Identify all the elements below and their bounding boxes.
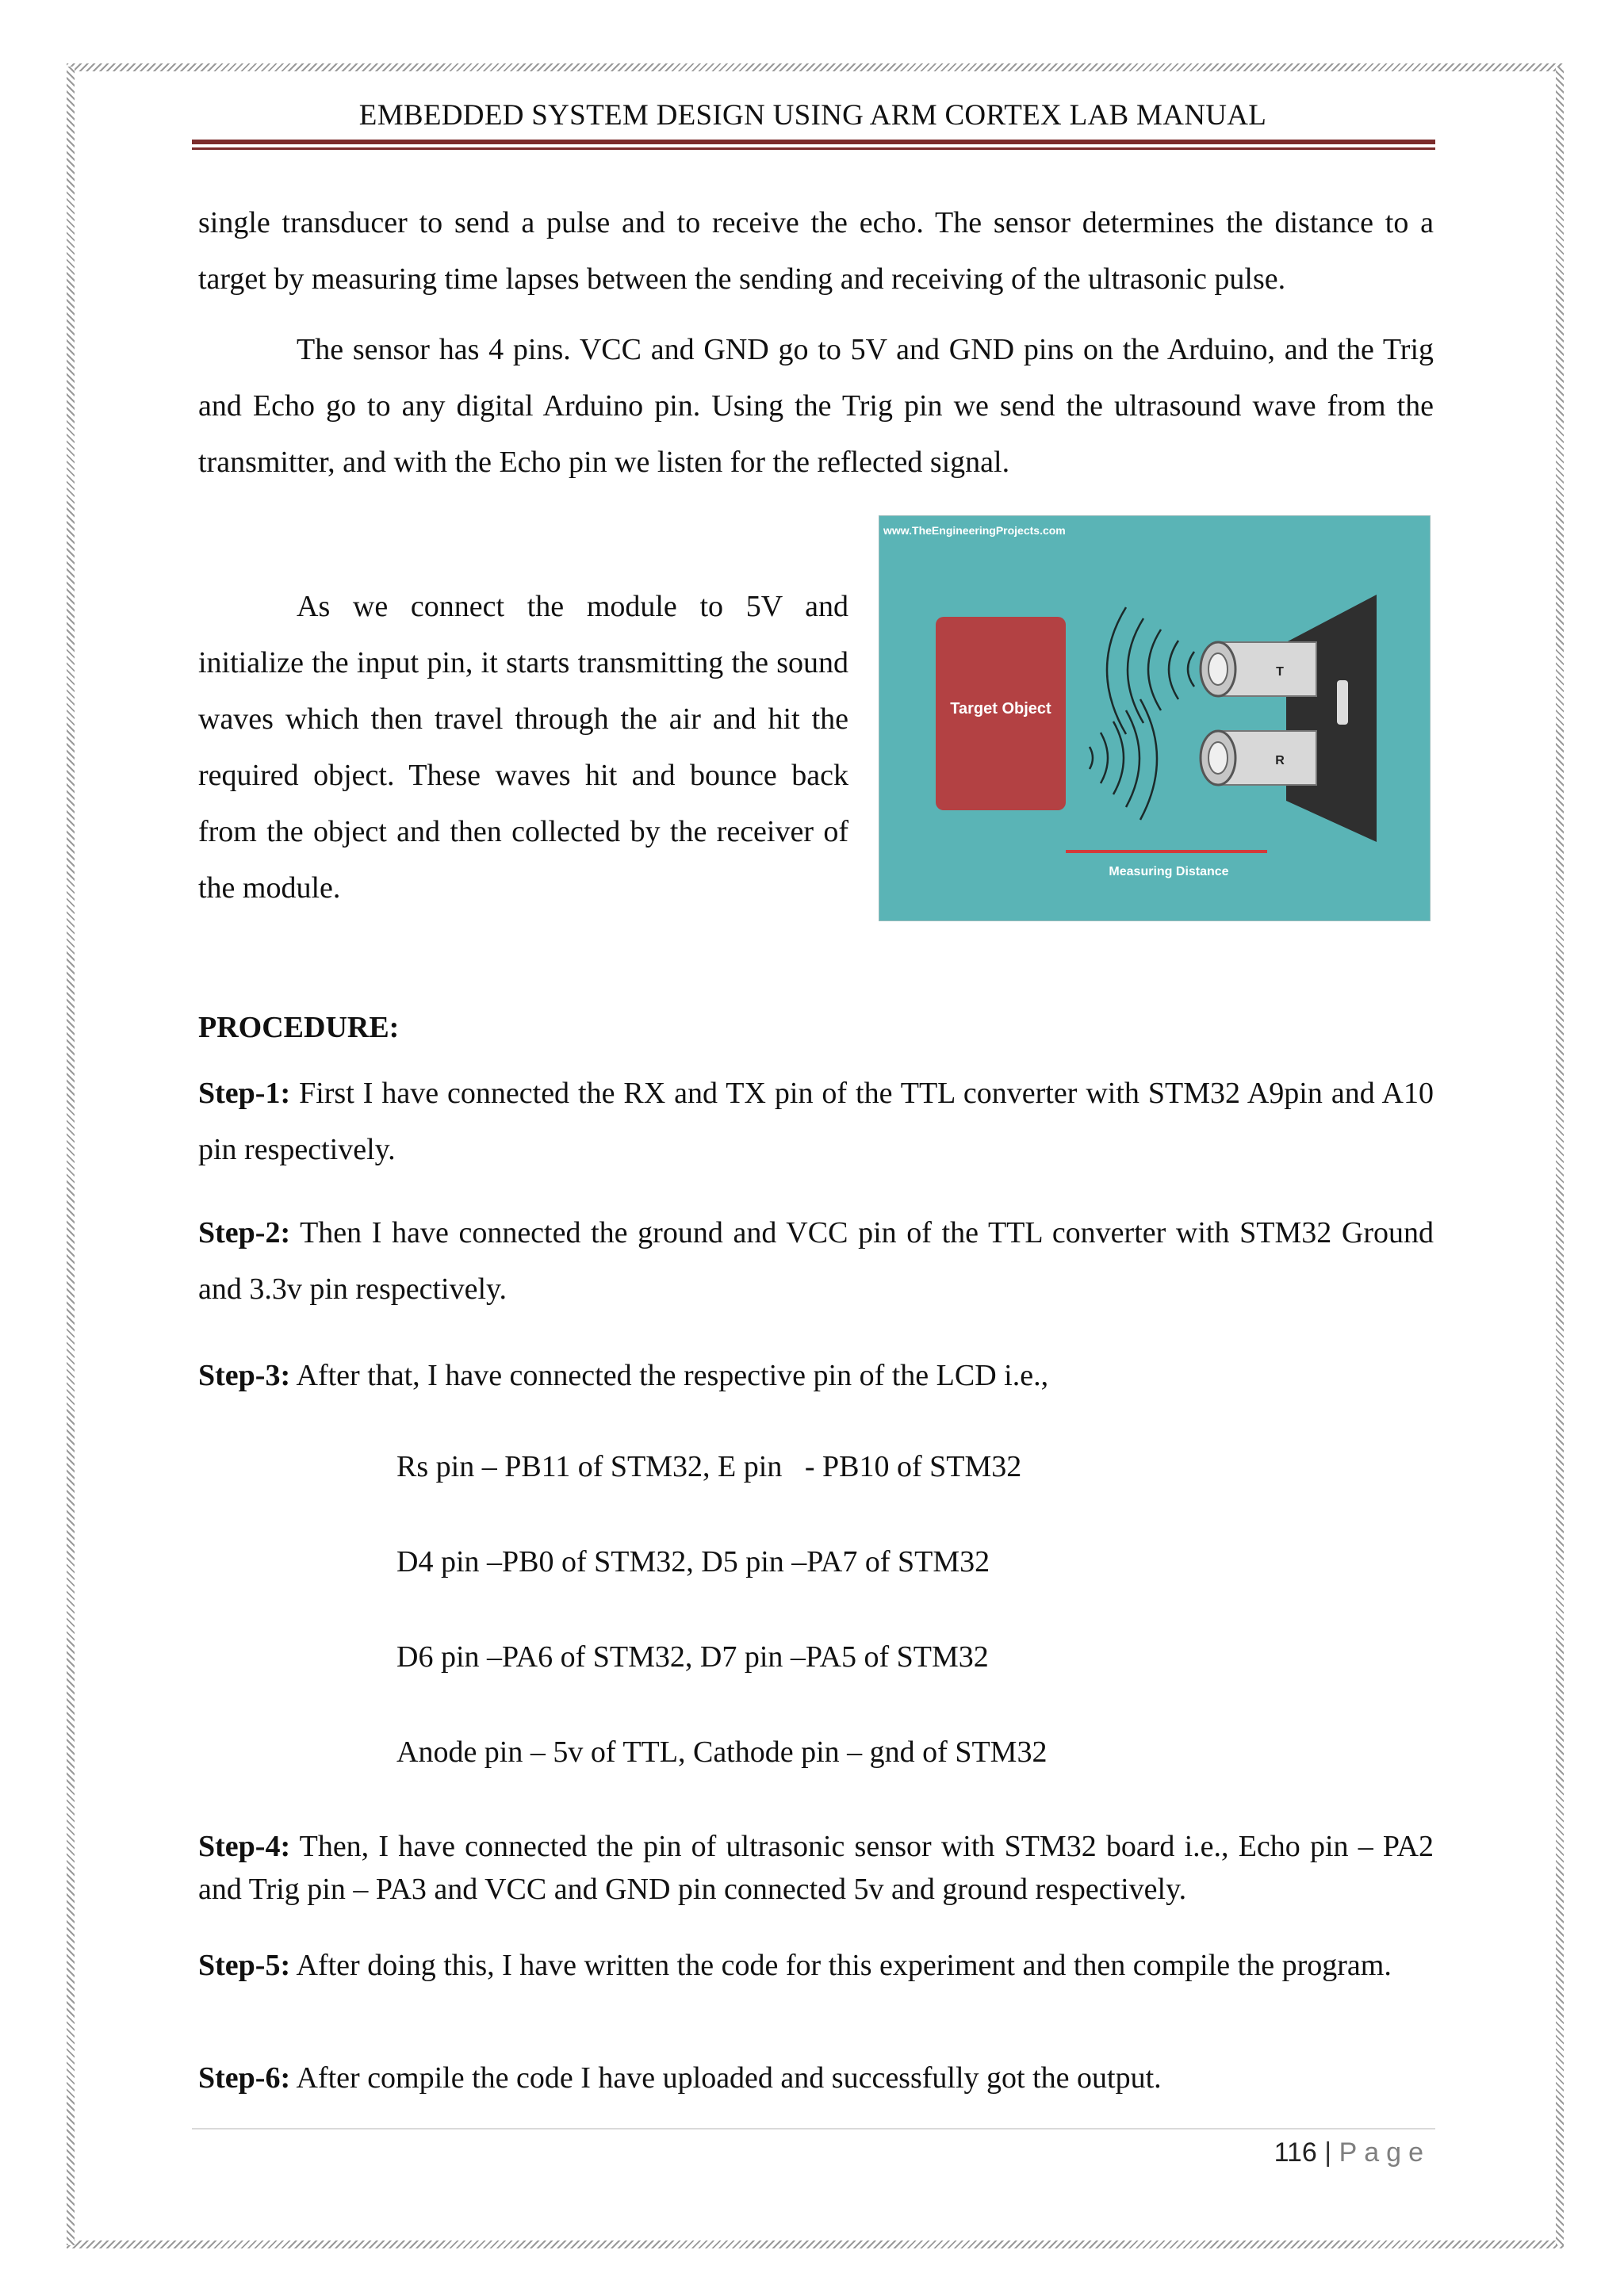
pin-line-rs-e: Rs pin – PB11 of STM32, E pin - PB10 of STM32: [396, 1450, 1022, 1483]
paragraph-transmitting: As we connect the module to 5V and initialize the input pin, it starts transmitting the sound waves which then travel through the air and hit the required object. These waves hit and bounce back from the object and then collected by the receiver of the module.: [198, 590, 848, 905]
procedure-heading: PROCEDURE:: [198, 1011, 400, 1044]
step-text: After doing this, I have written the code for this experiment and then compile the program.: [290, 1949, 1392, 1982]
distance-label: Measuring Distance: [1109, 865, 1229, 878]
step-label: Step-1:: [198, 1077, 291, 1110]
receiver-label: R: [1275, 754, 1285, 767]
pin-line-d6-d7: D6 pin –PA6 of STM32, D7 pin –PA5 of STM32: [396, 1640, 989, 1674]
target-object-label: Target Object: [950, 700, 1051, 718]
paragraph-transducer: single transducer to send a pulse and to receive the echo. The sensor determines the distance to a target by measuring time lapses between the sending and receiving of the ultrasonic pulse.: [198, 206, 1434, 296]
step-text: First I have connected the RX and TX pin of the TTL converter with STM32 A9pin and A10 pin respectively.: [198, 1077, 1434, 1166]
transmitter-label: T: [1276, 665, 1284, 679]
footer-rule: [192, 2128, 1435, 2130]
footer-separator: |: [1324, 2137, 1332, 2168]
pin-line-anode-cathode: Anode pin – 5v of TTL, Cathode pin – gnd of STM32: [396, 1735, 1048, 1769]
transmitter-inner: [1208, 653, 1228, 685]
step-2: [198, 1205, 1434, 1318]
step-1: [198, 1066, 1434, 1178]
step-text: Then, I have connected the pin of ultrasonic sensor with STM32 board i.e., Echo pin – PA2 and Trig pin – PA3 and VCC and GND pin connected 5v and ground respectively.: [198, 1830, 1434, 1906]
page-border-bottom: [67, 2241, 1564, 2248]
sensor-crystal: [1337, 680, 1348, 725]
page-number: 116: [1274, 2137, 1317, 2168]
page-border-right: [1556, 67, 1564, 2245]
running-header: EMBEDDED SYSTEM DESIGN USING ARM CORTEX LAB MANUAL: [358, 99, 1267, 132]
step-4: [198, 1825, 1434, 1911]
step-label: Step-3:: [198, 1359, 291, 1392]
pin-line-d4-d5: D4 pin –PB0 of STM32, D5 pin –PA7 of STM32: [396, 1545, 990, 1578]
page-footer: [1274, 2137, 1431, 2168]
step-text: Then I have connected the ground and VCC pin of the TTL converter with STM32 Ground and 3.3v pin respectively.: [198, 1216, 1434, 1306]
step-text: After that, I have connected the respective pin of the LCD i.e.,: [290, 1359, 1049, 1392]
page-border-top: [67, 63, 1564, 71]
header-rule-thick: [192, 140, 1435, 144]
step-3: [198, 1348, 1434, 1404]
figure-watermark: www.TheEngineeringProjects.com: [883, 524, 1066, 537]
step-label: Step-6:: [198, 2061, 291, 2095]
header-rule-thin: [192, 147, 1435, 150]
ultrasonic-sensor-figure: [879, 515, 1431, 921]
step-label: Step-4:: [198, 1830, 291, 1863]
step-label: Step-5:: [198, 1949, 291, 1982]
receiver-inner: [1208, 742, 1228, 774]
page-word: Page: [1339, 2137, 1431, 2168]
step-5: [198, 1944, 1434, 1987]
step-label: Step-2:: [198, 1216, 291, 1249]
paragraph-sensor-pins: The sensor has 4 pins. VCC and GND go to 5V and GND pins on the Arduino, and the Trig and Echo go to any digital Arduino pin. Using the Trig pin we send the ultrasound wave from the transmitter, and with the Echo pin we listen for the reflected signal.: [198, 333, 1434, 479]
step-text: After compile the code I have uploaded and successfully got the output.: [290, 2061, 1162, 2095]
page-border-left: [67, 67, 75, 2245]
step-6: [198, 2057, 1434, 2099]
